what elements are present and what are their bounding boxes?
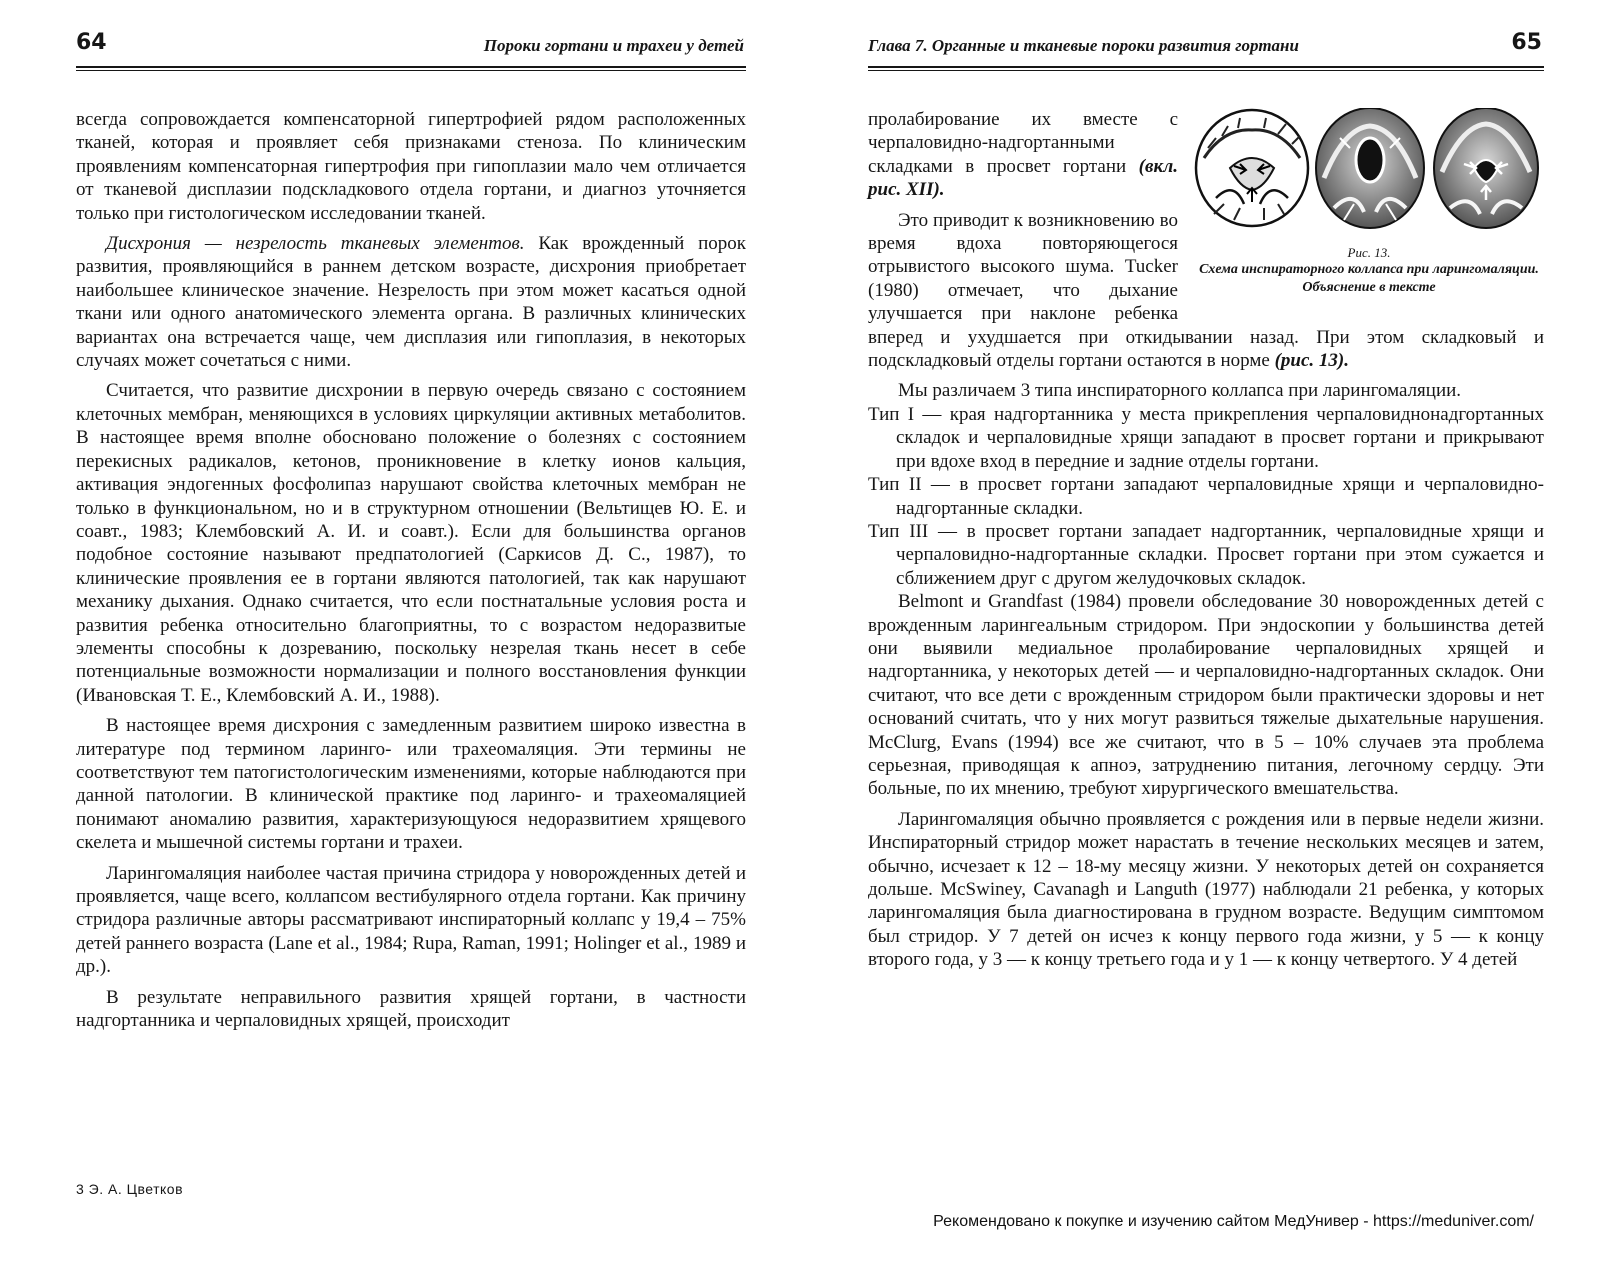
left-page bbox=[76, 0, 746, 1230]
footer-recommendation: Рекомендовано к покупке и изучению сайтом МедУнивер - https://meduniver.com/ bbox=[933, 1213, 1534, 1230]
signature-mark: 3 Э. А. Цветков bbox=[76, 1181, 184, 1197]
figure-caption: Схема инспираторного коллапса при ларингомаляции. Объяснение в тексте bbox=[1199, 262, 1539, 295]
paragraph: Мы различаем 3 типа инспираторного коллапса при ларингомаляции. bbox=[898, 380, 1462, 402]
right-page bbox=[868, 0, 1544, 1230]
larynx-diagram-type-2 bbox=[1316, 108, 1424, 228]
paragraph: Belmont и Grandfast (1984) провели обследование 30 новорожденных детей с врожденным ларингеальным стридором. При эндоскопии у большинства детей они выявили медиальное пролабирование черпаловидных хрящей и надгортанника, у некоторых детей — и черпаловидно-надгортанных складок. Они считают, что все дети с врожденным стридором были практически здоровы и нет оснований считать, что у них могут развиться тяжелые дыхательные нарушения. McClurg, Evans (1994) все же считают, что в 5 – 10% случаев эта проблема серьезная, приводящая к апноэ, затруднению питания, легочному сердцу. Эти больные, по их мнению, требуют хирургического вмешательства. bbox=[868, 591, 1544, 800]
paragraph bbox=[76, 232, 746, 372]
figure-reference: (вкл. рис. XII). bbox=[868, 155, 1178, 201]
figure-13-illustration bbox=[1194, 108, 1544, 238]
list-item: Тип I — края надгортанника у места прикрепления черпаловиднонадгортанных складок и черпаловидные хрящи западают в просвет гортани и прикрывают при вдохе вход в передние и задние отделы гортани. bbox=[868, 403, 1544, 472]
list-item: Тип II — в просвет гортани западают черпаловидные хрящи и черпаловидно-надгортанные складки. bbox=[868, 474, 1544, 519]
paragraph: всегда сопровождается компенсаторной гипертрофией рядом расположенных тканей, которая и проявляет себя признаками стеноза. По клиническим проявлениям компенсаторная гипертрофия при гипоплазии мало чем отличается от тканевой дисплазии подскладкового отдела гортани, и диагноз уточняется только при гистологическом исследовании тканей. bbox=[76, 109, 746, 224]
paragraph: Ларингомаляция наиболее частая причина стридора у новорожденных детей и проявляется, чаще всего, коллапсом вестибулярного отдела гортани. Как причину стридора различные авторы рассматривают инспираторный коллапс у 19,4 – 75% детей раннего возраста (Lane et al., 1984; Rupa, Raman, 1991; Holinger et al., 1989 и др.). bbox=[76, 862, 746, 978]
term-dyschronia: Дисхрония — незрелость тканевых элементов. bbox=[106, 233, 525, 255]
figure-reference: (рис. 13). bbox=[1274, 350, 1349, 372]
paragraph: В результате неправильного развития хрящей гортани, в частности надгортанника и черпаловидных хрящей, происходит bbox=[76, 986, 746, 1032]
larynx-diagram-type-3 bbox=[1434, 108, 1538, 228]
paragraph-text: Это приводит к возникновению во время вдоха повторяющегося отрывистого высокого шума. Tucker (1980) отмечает, что дыхание улучшается при наклоне ребенка вперед и ухудшается при откидывании назад. При этом складковый и подскладковый отделы гортани остаются в норме bbox=[868, 209, 1544, 372]
right-running-head bbox=[868, 26, 1544, 66]
paragraph: Считается, что развитие дисхронии в первую очередь связано с состоянием клеточных мембран, меняющихся в условиях циркуляции активных метаболитов. В настоящее время вполне обосновано положение о болезнях с состоянием перекисных радикалов, кетонов, проникновение в клетку ионов кальция, активация эндогенных фосфолипаз нарушают свойства клеточных мембран не только в функциональном, но и в структурном отношении (Вельтищев Ю. Е. и соавт., 1983; Клембовский А. И. и соавт.). Если для большинства органов подобное состояние называют предпатологией (Саркисов Д. С., 1987), то клинические проявления ее в гортани являются патологией, так как нарушают механику дыхания. Однако считается, что если постнатальные условия роста и развития ребенка относительно благоприятны, то с возрастом недоразвитые элементы способны к дозреванию, поскольку незрелая ткань несет в себе потенциальные возможности нормализации и полного восстановления функции (Ивановская Т. Е., Клембовский А. И., 1988). bbox=[76, 380, 746, 706]
left-running-title: Пороки гортани и трахеи у детей bbox=[483, 36, 744, 55]
larynx-diagram-type-1 bbox=[1196, 110, 1308, 226]
left-running-head bbox=[76, 26, 746, 66]
right-running-title: Глава 7. Органные и тканевые пороки развития гортани bbox=[868, 36, 1299, 55]
left-body-text bbox=[76, 108, 746, 1039]
figure-13 bbox=[1194, 108, 1544, 297]
right-page-number: 65 bbox=[1511, 30, 1542, 55]
left-header-rule bbox=[76, 66, 746, 71]
paragraph-text: Как врожденный порок развития, проявляющийся в раннем детском возрасте, дисхрония приобретает наибольшее клиническое значение. Незрелость при этом может касаться одной ткани или одного анатомического элемента органа. В различных клинических вариантах она встречается чаще, чем дисплазия или гипоплазия, в некоторых случаях может сочетаться с ними. bbox=[76, 233, 747, 372]
paragraph-text: пролабирование их вместе с черпаловидно-надгортанными складками в просвет гортани bbox=[868, 109, 1178, 177]
figure-label: Рис. 13. bbox=[1347, 245, 1391, 260]
right-header-rule bbox=[868, 66, 1544, 71]
paragraph: В настоящее время дисхрония с замедленным развитием широко известна в литературе под термином ларинго- или трахеомаляция. Эти термины не соответствуют тем патогистологическим изменениями, которые наблюдаются при данной патологии. В клинической практике под ларинго- и трахеомаляцией понимают аномалию развития, характеризующуюся недоразвитием хрящевого скелета и мышечной системы гортани и трахеи. bbox=[76, 715, 746, 854]
left-page-number: 64 bbox=[76, 30, 107, 55]
paragraph: Ларингомаляция обычно проявляется с рождения или в первые недели жизни. Инспираторный стридор может нарастать в течение нескольких месяцев и затем, обычно, исчезает к 12 – 18-му месяцу жизни. У некоторых детей он сохраняется дольше. McSwiney, Cavanagh и Languth (1977) наблюдали 21 ребенка, у которых ларингомаляция была диагностирована в грудном возрасте. Ведущим симптомом был стридор. У 7 детей он исчез к концу первого года жизни, у 5 — к концу второго года, у 3 — к концу третьего года и у 1 — к концу четвертого. У 4 детей bbox=[868, 808, 1544, 971]
right-body-text bbox=[868, 108, 1544, 979]
list-item: Тип III — в просвет гортани западает надгортанник, черпаловидные хрящи и черпаловидно-надгортанные складки. Просвет гортани при этом сужается и сближением друг с другом желудочковых складок. bbox=[868, 520, 1544, 589]
